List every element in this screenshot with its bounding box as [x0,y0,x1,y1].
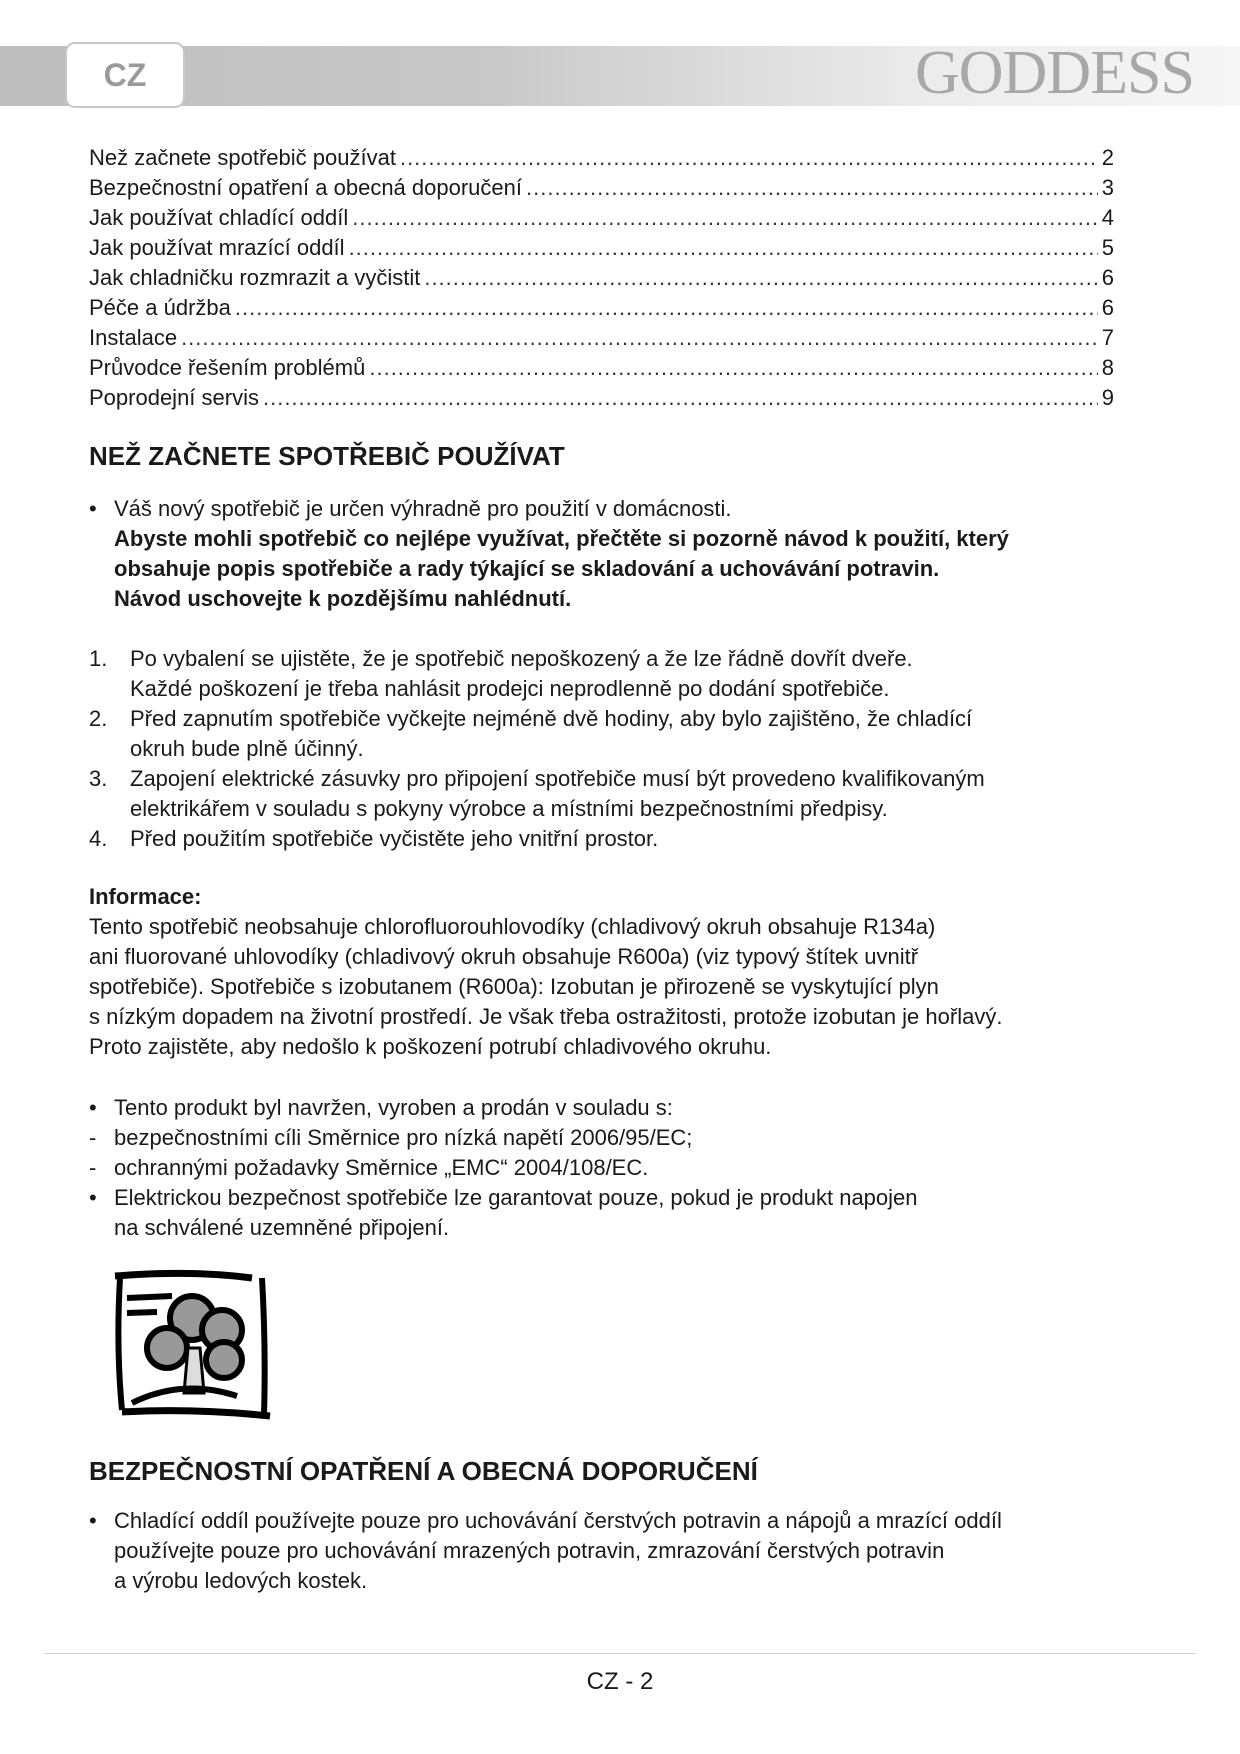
brand-logo: GODDESS [915,39,1194,107]
toc-dot-leader [400,143,1098,173]
toc-dot-leader [235,293,1098,323]
compliance-item [89,1153,1114,1183]
compliance-item [89,1213,1114,1243]
bold-note: Návod uschovejte k pozdějšímu nahlédnutí. [114,586,572,611]
section-heading-before-use: NEŽ ZAČNETE SPOTŘEBIČ POUŽÍVAT [89,441,565,471]
toc-title: Instalace [89,325,178,350]
info-line: Proto zajistěte, aby nedošlo k poškození potrubí chladivového okruhu. [89,1034,772,1059]
section-heading-safety: BEZPEČNOSTNÍ OPATŘENÍ A OBECNÁ DOPORUČENÍ [89,1456,758,1486]
compliance-item [89,1183,1114,1213]
intro-text: Váš nový spotřebič je určen výhradně pro použití v domácnosti. [114,496,732,521]
toc-entry[interactable] [89,383,1114,413]
toc-page: 6 [1101,295,1114,320]
safety-text: používejte pouze pro uchovávání mrazených potravin, zmrazování čerstvých potravin [114,1538,945,1563]
list-marker [89,1213,114,1243]
toc-dot-leader [349,233,1098,263]
language-badge: CZ [65,42,185,108]
toc-page: 2 [1101,145,1114,170]
info-line: spotřebiče). Spotřebiče s izobutanem (R600a): Izobutan je přirozeně se vyskytující plyn [89,974,939,999]
compliance-list [89,1093,1114,1243]
toc-dot-leader [352,203,1097,233]
info-block [89,882,1114,1062]
info-label: Informace: [89,884,202,909]
compliance-text: ochrannými požadavky Směrnice „EMC“ 2004/108/EC. [114,1155,649,1180]
step-line [89,794,1114,824]
toc-page: 7 [1101,325,1114,350]
step-line [89,734,1114,764]
toc-entry[interactable] [89,323,1114,353]
step-number: 1. [89,646,108,671]
compliance-item [89,1093,1114,1123]
step-number [89,734,130,764]
toc-entry[interactable] [89,143,1114,173]
bullet: • [89,1508,97,1533]
safety-text: a výrobu ledových kostek. [114,1568,368,1593]
step-number: 4. [89,826,108,851]
intro-block [89,494,1114,614]
step-text: okruh bude plně účinný. [130,736,364,761]
toc-page: 9 [1101,385,1114,410]
footer-divider [44,1653,1196,1654]
toc-title: Péče a údržba [89,295,231,320]
step-line [89,824,1114,854]
safety-bullets [89,1506,1114,1596]
info-line: s nízkým dopadem na životní prostředí. Je však třeba ostražitosti, protože izobutan je hořlavý. [89,1004,1003,1029]
toc-page: 4 [1101,205,1114,230]
toc-title: Jak používat mrazící oddíl [89,235,345,260]
compliance-item [89,1123,1114,1153]
list-marker: - [89,1155,97,1180]
step-number: 2. [89,706,108,731]
step-text: Zapojení elektrické zásuvky pro připojení spotřebiče musí být provedeno kvalifikovaným [130,766,985,791]
step-line [89,674,1114,704]
toc-title: Jak používat chladící oddíl [89,205,349,230]
page-number: CZ - 2 [586,1668,654,1695]
toc-dot-leader [526,173,1098,203]
compliance-text: Tento produkt byl navržen, vyroben a prodán v souladu s: [114,1095,673,1120]
toc-entry[interactable] [89,203,1114,233]
toc-page: 8 [1101,355,1114,380]
list-marker: • [89,1185,97,1210]
toc-entry[interactable] [89,293,1114,323]
bold-note: Abyste mohli spotřebič co nejlépe využívat, přečtěte si pozorně návod k použití, který [114,526,1009,551]
compliance-text: na schválené uzemněné připojení. [114,1215,450,1240]
toc-page: 6 [1101,265,1114,290]
toc-entry[interactable] [89,353,1114,383]
toc-dot-leader [263,383,1098,413]
toc-title: Průvodce řešením problémů [89,355,366,380]
table-of-contents [89,143,1114,413]
info-line: ani fluorované uhlovodíky (chladivový okruh obsahuje R600a) (viz typový štítek uvnitř [89,944,919,969]
compliance-text: bezpečnostními cíli Směrnice pro nízká napětí 2006/95/EC; [114,1125,693,1150]
step-line [89,644,1114,674]
toc-dot-leader [181,323,1098,353]
toc-title: Jak chladničku rozmrazit a vyčistit [89,265,421,290]
toc-title: Poprodejní servis [89,385,259,410]
steps-list [89,644,1114,854]
list-marker: - [89,1125,97,1150]
toc-dot-leader [424,263,1097,293]
step-text: Každé poškození je třeba nahlásit prodejci neprodlenně po dodání spotřebiče. [130,676,890,701]
step-line [89,764,1114,794]
eco-tree-icon [112,1268,274,1420]
info-line: Tento spotřebič neobsahuje chlorofluorouhlovodíky (chladivový okruh obsahuje R134a) [89,914,936,939]
toc-page: 5 [1101,235,1114,260]
step-text: Před použitím spotřebiče vyčistěte jeho vnitřní prostor. [130,826,659,851]
bold-note: obsahuje popis spotřebiče a rady týkající se skladování a uchovávání potravin. [114,556,940,581]
toc-entry[interactable] [89,173,1114,203]
safety-text: Chladící oddíl používejte pouze pro uchovávání čerstvých potravin a nápojů a mrazící oddíl [114,1508,1002,1533]
step-text: Po vybalení se ujistěte, že je spotřebič nepoškozený a že lze řádně dovřít dveře. [130,646,913,671]
step-number: 3. [89,766,108,791]
step-number [89,794,130,824]
toc-dot-leader [369,353,1097,383]
step-line [89,704,1114,734]
toc-entry[interactable] [89,263,1114,293]
toc-title: Bezpečnostní opatření a obecná doporučení [89,175,522,200]
step-text: Před zapnutím spotřebiče vyčkejte nejméně dvě hodiny, aby bylo zajištěno, že chladící [130,706,973,731]
toc-title: Než začnete spotřebič používat [89,145,396,170]
toc-entry[interactable] [89,233,1114,263]
list-marker: • [89,1095,97,1120]
compliance-text: Elektrickou bezpečnost spotřebiče lze garantovat pouze, pokud je produkt napojen [114,1185,918,1210]
toc-page: 3 [1101,175,1114,200]
step-number [89,674,130,704]
step-text: elektrikářem v souladu s pokyny výrobce a místními bezpečnostními předpisy. [130,796,888,821]
bullet: • [89,496,97,521]
